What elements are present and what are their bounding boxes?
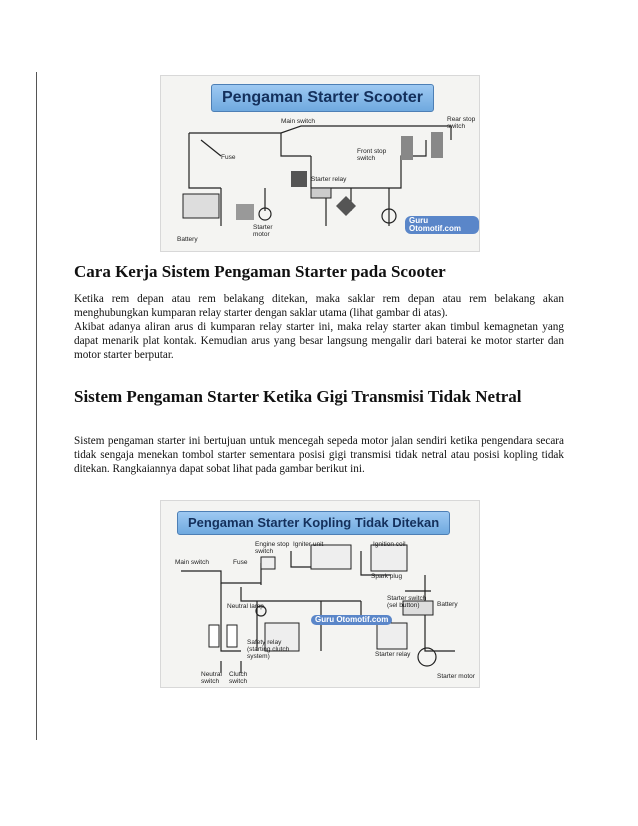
- label-rear-stop: Rear stop switch: [447, 116, 476, 130]
- label-starter-motor-2: Starter motor: [437, 673, 475, 680]
- scooter-starter-diagram: [160, 75, 480, 252]
- label-battery: Battery: [177, 236, 198, 243]
- label-ignition-coil: Ignition coil: [373, 541, 406, 548]
- label-starter-relay: Starter relay: [311, 176, 347, 183]
- clutch-starter-diagram: [160, 500, 480, 688]
- section-2-paragraph: Sistem pengaman starter ini bertujuan untuk mencegah sepeda motor jalan sendiri ketika pengendara secara tidak sengaja menekan tombol starter sementara posisi gigi transmisi tidak netral atau posisi kopling tidak ditekan. Rangkaiannya dapat sobat lihat pada gambar berikut ini.: [74, 435, 564, 475]
- label-fuse-2: Fuse: [233, 559, 248, 566]
- label-igniter: Igniter unit: [293, 541, 324, 548]
- figure-2-title: Pengaman Starter Kopling Tidak Ditekan: [177, 511, 450, 535]
- watermark-logo: Guru Otomotif.com: [405, 216, 479, 234]
- label-spark-plug: Spark plug: [371, 573, 403, 580]
- section-1-paragraph-2: Akibat adanya aliran arus di kumparan relay starter ini, maka relay starter akan timbul kemagnetan yang dapat menarik plat kontak. Kemudian arus yang besar langsung mengalir dari baterai ke motor starter dan motor starter berputar.: [74, 321, 564, 361]
- figure-1-title: Pengaman Starter Scooter: [211, 84, 434, 112]
- label-starter-relay-2: Starter relay: [375, 651, 411, 658]
- label-starter-switch: Starter switch (sel button): [387, 595, 427, 609]
- section-2-body: [74, 434, 564, 476]
- label-clutch-switch: Clutch switch: [229, 671, 248, 685]
- label-front-stop: Front stop switch: [357, 148, 387, 162]
- section-2-heading: Sistem Pengaman Starter Ketika Gigi Transmisi Tidak Netral: [74, 387, 522, 406]
- label-main-switch-2: Main switch: [175, 559, 209, 566]
- section-1-body: [74, 292, 564, 362]
- label-neutral-switch: Neutral switch: [201, 671, 222, 685]
- section-1-heading: Cara Kerja Sistem Pengaman Starter pada Scooter: [74, 262, 446, 281]
- label-neutral-lamp: Neutral lamp: [227, 603, 264, 610]
- label-battery-2: Battery: [437, 601, 458, 608]
- label-fuse: Fuse: [221, 154, 236, 161]
- label-engine-stop: Engine stop switch: [255, 541, 290, 555]
- label-main-switch: Main switch: [281, 118, 315, 125]
- watermark-logo-2: Guru Otomotif.com: [311, 615, 392, 625]
- section-1-paragraph-1: Ketika rem depan atau rem belakang ditekan, maka saklar rem depan atau rem belakang akan menghubungkan kumparan relay starter dengan saklar utama (lihat gambar di atas).: [74, 293, 564, 319]
- label-starter-motor: Starter motor: [253, 224, 273, 238]
- label-safety-relay: Safety relay (starting clutch system): [247, 639, 290, 660]
- page-left-rule: [36, 72, 37, 740]
